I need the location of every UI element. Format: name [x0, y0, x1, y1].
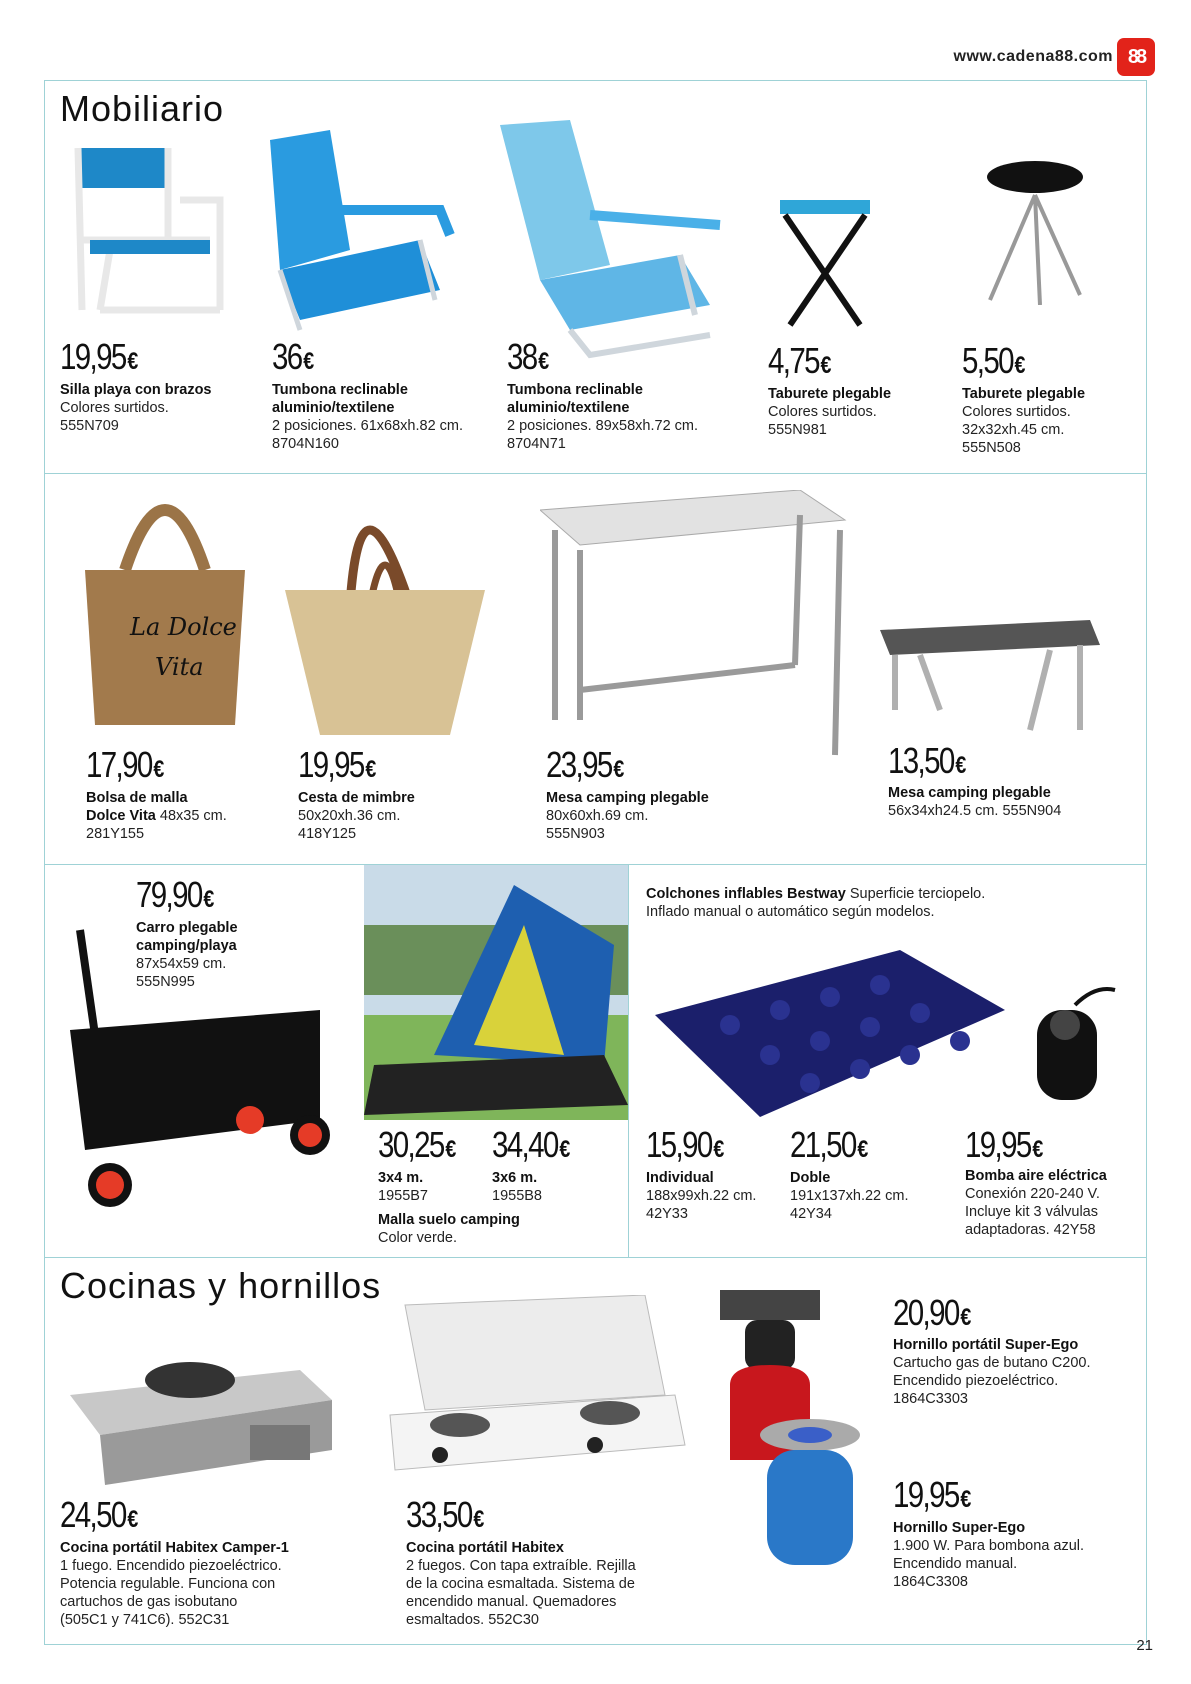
desc-mesa-1: Mesa camping plegable 80x60xh.69 cm. 555N903 — [546, 790, 709, 842]
air-mattress-image — [650, 945, 1010, 1120]
price-taburete-2: 5,50€ — [962, 340, 1026, 381]
price-carro: 79,90€ — [136, 874, 215, 915]
price-doble: 21,50€ — [790, 1124, 869, 1165]
camping-table-image — [540, 490, 850, 760]
desc-doble: Doble 191x137xh.22 cm. 42Y34 — [790, 1170, 909, 1222]
price-habitex: 33,50€ — [406, 1494, 485, 1535]
air-pump-image — [1025, 985, 1125, 1105]
low-table-image — [880, 620, 1100, 740]
bag-print-line-2: Vita — [155, 653, 204, 681]
desc-carro: Carro plegable camping/playa 87x54x59 cm. 555N995 — [136, 920, 238, 990]
price-camper: 24,50€ — [60, 1494, 139, 1535]
price-tumbona-2: 38€ — [507, 336, 550, 377]
section-title-mobiliario: Mobiliario — [60, 88, 225, 129]
tent-image — [364, 865, 628, 1120]
two-burner-stove-image — [385, 1295, 690, 1480]
blue-bottle-stove-image — [755, 1415, 865, 1570]
cart-image — [60, 920, 330, 1210]
basket-image — [280, 475, 490, 740]
price-bomba: 19,95€ — [965, 1124, 1044, 1165]
reclining-chair-2-image — [480, 115, 730, 360]
desc-colchones: Colchones inflables Bestway Superficie terciopelo. Inflado manual o automático según modelos. — [646, 886, 986, 920]
desc-malla: Malla suelo camping Color verde. — [378, 1212, 520, 1246]
page-number: 21 — [1136, 1637, 1153, 1654]
stool-2-image — [980, 155, 1090, 305]
reclining-chair-1-image — [240, 120, 480, 340]
desc-habitex: Cocina portátil Habitex 2 fuegos. Con tapa extraíble. Rejilla de la cocina esmaltada. Sistema de encendido manual. Quemadores esmaltados. 552C30 — [406, 1540, 636, 1628]
desc-bomba: Bomba aire eléctrica Conexión 220-240 V. Incluye kit 3 válvulas adaptadoras. 42Y58 — [965, 1168, 1107, 1238]
price-taburete-1: 4,75€ — [768, 340, 832, 381]
brand-logo: 88 — [1117, 38, 1155, 76]
desc-tumbona-1: Tumbona reclinable aluminio/textilene 2 posiciones. 61x68xh.82 cm. 8704N160 — [272, 382, 464, 452]
website-url[interactable]: www.cadena88.com — [953, 48, 1113, 65]
stool-1-image — [770, 195, 880, 330]
price-tumbona-1: 36€ — [272, 336, 315, 377]
desc-camper: Cocina portátil Habitex Camper-1 1 fuego. Encendido piezoeléctrico. Potencia regulable. Funciona con cartuchos de gas isobutano (505C1 y 741C6). 552C31 — [60, 1540, 289, 1628]
desc-superego-2: Hornillo Super-Ego 1.900 W. Para bombona azul. Encendido manual. 1864C3308 — [893, 1520, 1085, 1590]
desc-mesa-2: Mesa camping plegable 56x34xh24.5 cm. 555N904 — [888, 785, 1062, 819]
price-mesa-2: 13,50€ — [888, 740, 967, 781]
desc-cesta: Cesta de mimbre 50x20xh.36 cm. 418Y125 — [298, 790, 415, 842]
beach-chair-image — [70, 140, 230, 340]
price-superego-2: 19,95€ — [893, 1474, 972, 1515]
desc-superego-1: Hornillo portátil Super-Ego Cartucho gas de butano C200. Encendido piezoeléctrico. 1864C3303 — [893, 1337, 1091, 1407]
divider-3 — [44, 1257, 1147, 1258]
desc-bolsa: Bolsa de malla Dolce Vita 48x35 cm. 281Y155 — [86, 790, 227, 842]
desc-tumbona-2: Tumbona reclinable aluminio/textilene 2 posiciones. 89x58xh.72 cm. 8704N71 — [507, 382, 699, 452]
price-malla-2: 34,40€ — [492, 1124, 571, 1165]
portable-stove-image — [70, 1340, 335, 1490]
desc-taburete-1: Taburete plegable Colores surtidos. 555N981 — [768, 386, 892, 438]
price-bolsa: 17,90€ — [86, 744, 165, 785]
desc-malla-1: 3x4 m. 1955B7 — [378, 1170, 428, 1204]
desc-individual: Individual 188x99xh.22 cm. 42Y33 — [646, 1170, 757, 1222]
price-cesta: 19,95€ — [298, 744, 377, 785]
desc-taburete-2: Taburete plegable Colores surtidos. 32x32xh.45 cm. 555N508 — [962, 386, 1086, 456]
price-individual: 15,90€ — [646, 1124, 725, 1165]
divider-v1 — [628, 864, 629, 1257]
price-malla-1: 30,25€ — [378, 1124, 457, 1165]
bag-image — [80, 460, 250, 730]
price-superego-1: 20,90€ — [893, 1292, 972, 1333]
desc-malla-2: 3x6 m. 1955B8 — [492, 1170, 542, 1204]
price-silla: 19,95€ — [60, 336, 139, 377]
desc-silla: Silla playa con brazos Colores surtidos. 555N709 — [60, 382, 212, 434]
section-title-cocinas: Cocinas y hornillos — [60, 1265, 382, 1306]
price-mesa-1: 23,95€ — [546, 744, 625, 785]
bag-print-line-1: La Dolce — [130, 613, 237, 641]
